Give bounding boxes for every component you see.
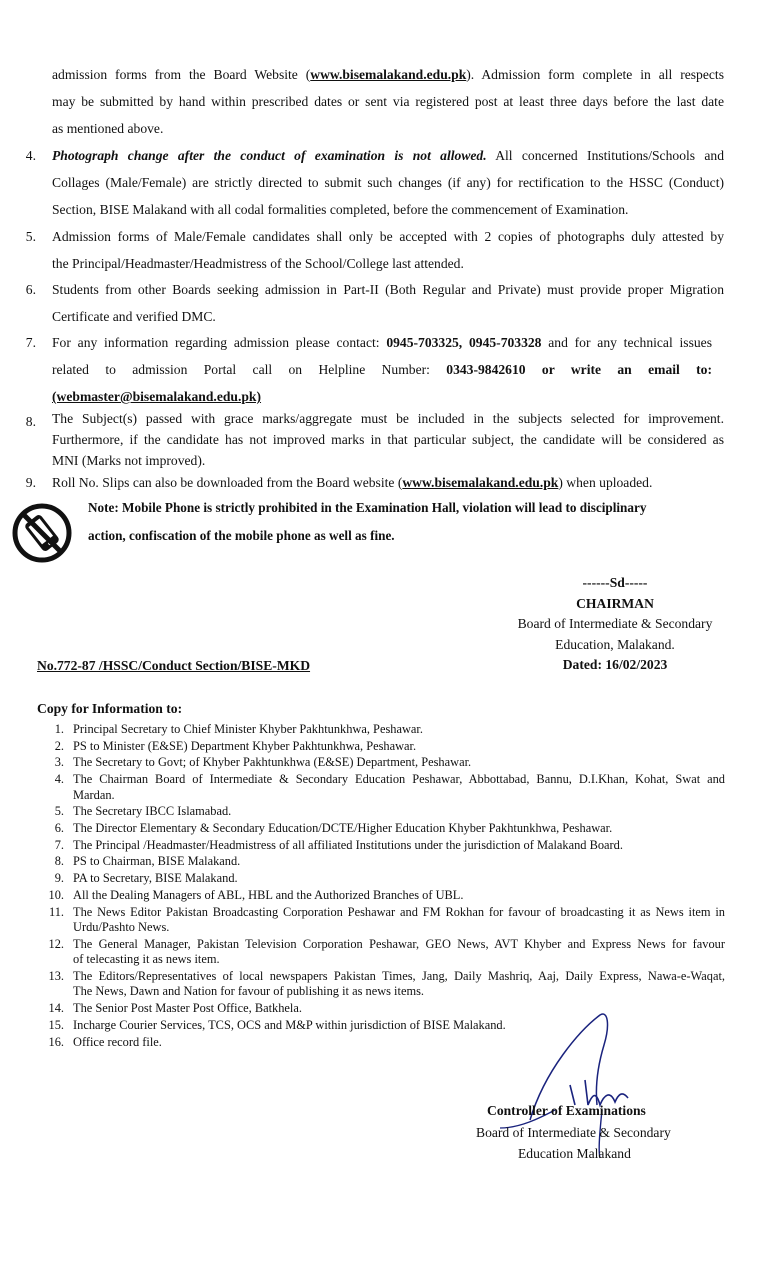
copy-item-line: PS to Minister (E&SE) Department Khyber Pakhtunkhwa, Peshawar.: [73, 738, 417, 753]
item-6-line-2: Certificate and verified DMC.: [52, 309, 216, 324]
board-website-link[interactable]: www.bisemalakand.edu.pk: [402, 475, 559, 490]
copy-item-line: The Secretary IBCC Islamabad.: [73, 804, 232, 819]
webmaster-email-link[interactable]: (webmaster@bisemalakand.edu.pk): [52, 389, 262, 404]
copy-item-number: 14.: [48, 1001, 64, 1016]
copy-item-line: The News Editor Pakistan Broadcasting Corporation Peshawar and FM Rokhan for favour of broadcasting it as News item in: [73, 904, 725, 919]
copy-item-number: 6.: [54, 821, 64, 835]
copy-item-number: 13.: [48, 968, 64, 983]
item-6-line-1: Students from other Boards seeking admission in Part-II (Both Regular and Private) must provide proper Migration: [52, 282, 724, 297]
board-name-line-1: Board of Intermediate & Secondary: [517, 616, 713, 631]
item-4-line-1: Photograph change after the conduct of examination is not allowed. All concerned Institutions/Schools and: [52, 148, 724, 163]
board-website-link[interactable]: www.bisemalakand.edu.pk: [310, 67, 467, 82]
item-9-line-1: Roll No. Slips can also be downloaded from the Board website (www.bisemalakand.edu.pk) when uploaded.: [52, 475, 653, 490]
item-4-line-3: Section, BISE Malakand with all codal formalities completed, before the commencement of Examination.: [52, 202, 629, 217]
intro-line-1: admission forms from the Board Website (www.bisemalakand.edu.pk). Admission form complete in all respects: [52, 67, 724, 82]
item-number: 5.: [25, 229, 36, 244]
controller-org-line-1: Board of Intermediate & Secondary: [476, 1125, 671, 1140]
copy-item-number: 10.: [48, 887, 64, 902]
dated: Dated: 16/02/2023: [562, 657, 668, 672]
item-5-line-1: Admission forms of Male/Female candidates shall only be accepted with 2 copies of photographs duly attested by: [52, 229, 724, 244]
copy-item-line: Principal Secretary to Chief Minister Khyber Pakhtunkhwa, Peshawar.: [73, 722, 423, 736]
item-7-line-2: related to admission Portal call on Helpline Number: 0343-9842610 or write an email to:: [52, 362, 712, 377]
copy-item-number: 2.: [54, 738, 64, 753]
copy-item-line: PS to Chairman, BISE Malakand.: [73, 854, 241, 869]
item-5-line-2: the Principal/Headmaster/Headmistress of the School/College last attended.: [52, 256, 464, 271]
copy-item-line: The News, Dawn and Nation for favour of publishing it as news items.: [73, 984, 424, 999]
copy-item-number: 7.: [54, 837, 64, 852]
sd-mark: ------Sd-----: [582, 575, 648, 590]
item-8-line-3: MNI (Marks not improved).: [52, 453, 206, 468]
copy-item-line: Urdu/Pashto News.: [73, 920, 170, 934]
item-7-line-1: For any information regarding admission please contact: 0945-703325, 0945-703328 and for any technical issues: [52, 335, 712, 350]
controller-org-line-2: Education Malakand: [518, 1146, 631, 1161]
copy-item-number: 4.: [54, 772, 64, 787]
note-line-1: Note: Mobile Phone is strictly prohibited in the Examination Hall, violation will lead to disciplinary: [88, 500, 647, 515]
reference-number: No.772-87 /HSSC/Conduct Section/BISE-MKD: [37, 658, 311, 673]
copy-item-line: PA to Secretary, BISE Malakand.: [73, 871, 238, 886]
no-mobile-phone-icon: [12, 503, 72, 563]
copy-item-number: 1.: [54, 722, 64, 736]
copy-item-line: Office record file.: [73, 1034, 162, 1049]
copy-item-line: The Editors/Representatives of local newspapers Pakistan Times, Jang, Daily Mashriq, Aaj, Daily Express, Nawa-e-Waqat,: [73, 968, 725, 983]
copy-item-line: All the Dealing Managers of ABL, HBL and the Authorized Branches of UBL.: [73, 887, 464, 902]
item-number: 6.: [25, 282, 36, 297]
item-number: 7.: [25, 335, 36, 350]
copy-item-number: 3.: [54, 755, 64, 770]
copy-item-line: The Chairman Board of Intermediate & Secondary Education Peshawar, Abbottabad, Bannu, D.I.Khan, Kohat, Swat and: [73, 772, 725, 787]
copy-item-number: 9.: [54, 871, 64, 886]
copy-item-line: The Director Elementary & Secondary Education/DCTE/Higher Education Khyber Pakhtunkhwa, Peshawar.: [73, 821, 613, 835]
copy-item-line: The General Manager, Pakistan Television Corporation Peshawar, GEO News, AVT Khyber and Express News for favour: [73, 936, 725, 951]
copy-item-number: 12.: [48, 936, 64, 951]
copy-item-line: The Principal /Headmaster/Headmistress of all affiliated Institutions under the jurisdiction of Malakand Board.: [73, 837, 623, 852]
copy-item-number: 16.: [48, 1034, 64, 1049]
chairman-title: CHAIRMAN: [576, 596, 654, 611]
copy-item-line: Mardan.: [73, 787, 115, 802]
item-8-line-2: Furthermore, if the candidate has not improved marks in that particular subject, the candidate will be considered as: [52, 432, 724, 447]
item-number: 9.: [25, 475, 36, 490]
copy-item-line: Incharge Courier Services, TCS, OCS and M&P within jurisdiction of BISE Malakand.: [73, 1017, 506, 1032]
item-number: 4.: [25, 148, 36, 163]
note-line-2: action, confiscation of the mobile phone as well as fine.: [88, 528, 395, 543]
item-8-line-1: The Subject(s) passed with grace marks/aggregate must be included in the subjects selected for improvement.: [52, 411, 724, 426]
copy-item-line: of telecasting it as news item.: [73, 952, 220, 967]
copy-heading: Copy for Information to:: [37, 701, 183, 716]
board-name-line-2: Education, Malakand.: [555, 637, 675, 652]
copy-item-number: 5.: [54, 804, 64, 819]
copy-item-line: The Secretary to Govt; of Khyber Pakhtunkhwa (E&SE) Department, Peshawar.: [73, 755, 472, 770]
item-4-line-2: Collages (Male/Female) are strictly directed to submit such changes (if any) for rectification to the HSSC (Conduct): [52, 175, 724, 190]
copy-item-number: 15.: [48, 1017, 64, 1032]
copy-item-line: The Senior Post Master Post Office, Batkhela.: [73, 1001, 302, 1016]
controller-title: Controller of Examinations: [487, 1103, 646, 1118]
intro-line-2: may be submitted by hand within prescribed dates or sent via registered post at least three days before the last date: [52, 94, 724, 109]
copy-item-number: 8.: [54, 854, 64, 869]
intro-line-3: as mentioned above.: [52, 121, 164, 136]
item-number: 8.: [25, 414, 36, 429]
copy-item-number: 11.: [48, 904, 64, 919]
